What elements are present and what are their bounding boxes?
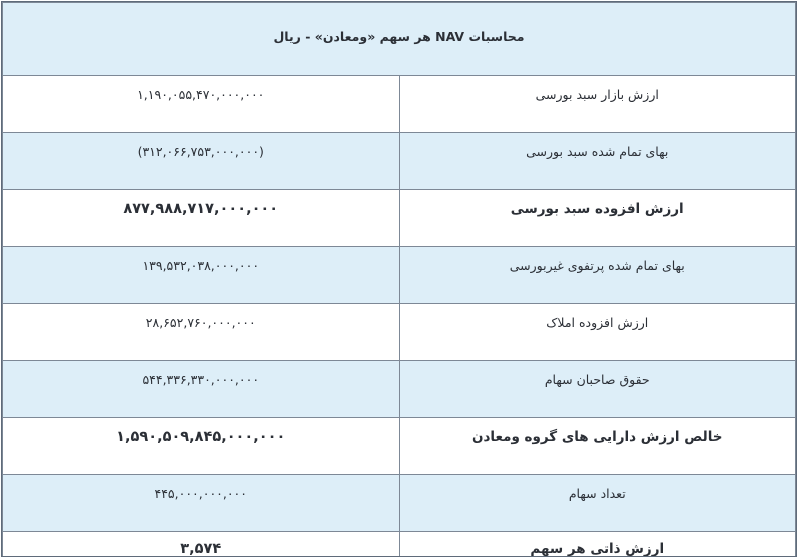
table-row (3, 133, 796, 190)
row-label: بهای تمام شده سبد بورسی (399, 133, 796, 190)
row-value: ۴۴۵,۰۰۰,۰۰۰,۰۰۰ (3, 475, 400, 532)
row-value: ۵۴۴,۳۳۶,۳۳۰,۰۰۰,۰۰۰ (3, 361, 400, 418)
row-label: حقوق صاحبان سهام (399, 361, 796, 418)
table-title: محاسبات NAV هر سهم «ومعادن» - ریال (3, 3, 796, 76)
row-label: ارزش افزوده سبد بورسی (399, 190, 796, 247)
row-value: ۱,۵۹۰,۵۰۹,۸۴۵,۰۰۰,۰۰۰ (3, 418, 400, 475)
row-value: ۱,۱۹۰,۰۵۵,۴۷۰,۰۰۰,۰۰۰ (3, 76, 400, 133)
table-row (3, 304, 796, 361)
table-row (3, 475, 796, 532)
table-row (3, 247, 796, 304)
row-value: ۲۸,۶۵۲,۷۶۰,۰۰۰,۰۰۰ (3, 304, 400, 361)
row-value: ۳,۵۷۴ (3, 532, 400, 557)
row-label: خالص ارزش دارایی های گروه ومعادن (399, 418, 796, 475)
row-label: ارزش ذاتی هر سهم (399, 532, 796, 557)
nav-table-frame (1, 1, 797, 557)
row-label: بهای تمام شده پرتفوی غیربورسی (399, 247, 796, 304)
table-row (3, 418, 796, 475)
table-row (3, 76, 796, 133)
nav-calculation-table (2, 2, 796, 557)
row-value: ۱۳۹,۵۳۲,۰۳۸,۰۰۰,۰۰۰ (3, 247, 400, 304)
row-label: ارزش افزوده املاک (399, 304, 796, 361)
table-title-row (3, 3, 796, 76)
row-value: (۳۱۲,۰۶۶,۷۵۳,۰۰۰,۰۰۰) (3, 133, 400, 190)
row-label: تعداد سهام (399, 475, 796, 532)
row-value: ۸۷۷,۹۸۸,۷۱۷,۰۰۰,۰۰۰ (3, 190, 400, 247)
table-row (3, 361, 796, 418)
table-row (3, 190, 796, 247)
table-row (3, 532, 796, 557)
row-label: ارزش بازار سبد بورسی (399, 76, 796, 133)
